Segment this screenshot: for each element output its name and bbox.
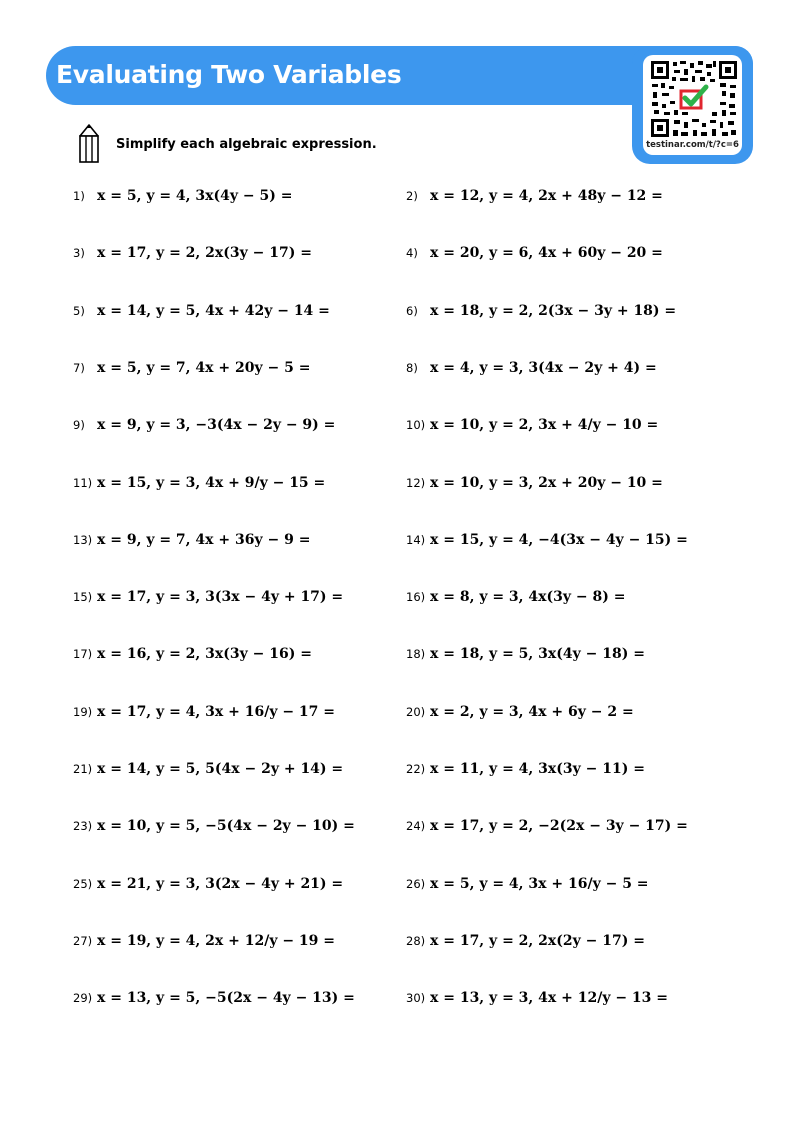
problem-item	[406, 181, 663, 211]
problem-expression: x = 17, y = 2, −2(2x − 3y − 17) =	[430, 818, 688, 835]
problem-number: 23)	[73, 819, 93, 834]
problem-number: 22)	[406, 762, 426, 776]
problem-expression: x = 14, y = 5, 4x + 42y − 14 =	[97, 302, 330, 319]
problem-item	[73, 811, 355, 841]
problem-item	[73, 697, 335, 727]
problem-number: 28)	[406, 933, 426, 948]
problem-expression: x = 19, y = 4, 2x + 12/y − 19 =	[97, 932, 336, 949]
problem-item	[406, 410, 658, 440]
problem-number: 17)	[73, 647, 93, 662]
problem-number: 1)	[73, 189, 85, 203]
problem-item	[406, 525, 688, 555]
problem-expression: x = 9, y = 7, 4x + 36y − 9 =	[97, 531, 311, 548]
problem-number: 29)	[73, 991, 93, 1006]
problem-item	[73, 983, 355, 1013]
problem-expression: x = 17, y = 4, 3x + 16/y − 17 =	[97, 703, 336, 720]
problem-item	[73, 926, 335, 956]
problem-item	[73, 639, 312, 669]
problem-number: 12)	[406, 475, 426, 490]
problem-expression: x = 5, y = 4, 3x(4y − 5) =	[97, 188, 293, 204]
problem-number: 3)	[73, 246, 85, 261]
problem-item	[406, 468, 663, 498]
problem-item	[73, 525, 310, 555]
problem-expression: x = 13, y = 3, 4x + 12/y − 13 =	[430, 990, 669, 1007]
problem-item	[406, 296, 676, 326]
problem-expression: x = 10, y = 5, −5(4x − 2y − 10) =	[97, 818, 355, 835]
problem-number: 16)	[406, 590, 426, 605]
problem-item	[73, 296, 330, 326]
problem-item	[406, 926, 645, 956]
problem-expression: x = 11, y = 4, 3x(3y − 11) =	[430, 761, 645, 777]
problem-item	[406, 754, 645, 784]
problem-item	[406, 983, 668, 1013]
problem-number: 24)	[406, 819, 426, 834]
problem-number: 10)	[406, 418, 426, 433]
problem-number: 5)	[73, 303, 85, 318]
problem-number: 20)	[406, 704, 426, 719]
problem-item	[73, 869, 343, 899]
problem-number: 4)	[406, 246, 418, 261]
instructions: Simplify each algebraic expression.	[116, 137, 377, 152]
problem-number: 14)	[406, 532, 426, 547]
problem-expression: x = 17, y = 2, 2x(3y − 17) =	[97, 245, 312, 262]
problem-number: 2)	[406, 189, 418, 203]
problem-number: 11)	[73, 475, 93, 490]
qr-url[interactable]: testinar.com/t/?c=6	[646, 140, 739, 150]
problem-number: 6)	[406, 303, 418, 318]
problem-expression: x = 2, y = 3, 4x + 6y − 2 =	[430, 703, 634, 720]
problem-expression: x = 8, y = 3, 4x(3y − 8) =	[430, 589, 626, 606]
problem-item	[406, 238, 663, 268]
problem-item	[73, 410, 335, 440]
problem-expression: x = 15, y = 4, −4(3x − 4y − 15) =	[430, 531, 688, 548]
problem-number: 21)	[73, 762, 93, 776]
problem-expression: x = 5, y = 7, 4x + 20y − 5 =	[97, 359, 311, 376]
problem-expression: x = 18, y = 5, 3x(4y − 18) =	[430, 646, 645, 663]
problem-expression: x = 18, y = 2, 2(3x − 3y + 18) =	[430, 302, 677, 319]
problem-expression: x = 14, y = 5, 5(4x − 2y + 14) =	[97, 761, 344, 777]
problem-item	[73, 353, 310, 383]
problem-number: 8)	[406, 360, 418, 375]
problem-expression: x = 15, y = 3, 4x + 9/y − 15 =	[97, 474, 326, 491]
qr-code-icon[interactable]	[650, 60, 738, 138]
problem-number: 18)	[406, 647, 426, 662]
problem-number: 15)	[73, 590, 93, 605]
problem-expression: x = 16, y = 2, 3x(3y − 16) =	[97, 646, 312, 663]
problem-number: 26)	[406, 876, 426, 891]
problem-expression: x = 5, y = 4, 3x + 16/y − 5 =	[430, 875, 649, 892]
problem-number: 25)	[73, 876, 93, 891]
problem-item	[406, 811, 688, 841]
problem-expression: x = 12, y = 4, 2x + 48y − 12 =	[430, 188, 663, 204]
pencil-icon	[77, 124, 101, 164]
problem-number: 30)	[406, 991, 426, 1006]
problem-number: 9)	[73, 418, 85, 433]
problem-item	[73, 582, 343, 612]
problem-expression: x = 17, y = 3, 3(3x − 4y + 17) =	[97, 589, 344, 606]
problem-expression: x = 10, y = 2, 3x + 4/y − 10 =	[430, 417, 659, 434]
problem-expression: x = 20, y = 6, 4x + 60y − 20 =	[430, 245, 663, 262]
problem-item	[73, 468, 325, 498]
problem-number: 27)	[73, 933, 93, 948]
problem-number: 7)	[73, 360, 85, 375]
problem-item	[406, 697, 634, 727]
page-title: Evaluating Two Variables	[56, 60, 402, 89]
problem-item	[406, 353, 657, 383]
problem-item	[406, 869, 649, 899]
problem-item	[73, 181, 292, 211]
problem-expression: x = 17, y = 2, 2x(2y − 17) =	[430, 932, 645, 949]
problem-number: 13)	[73, 532, 93, 547]
problem-expression: x = 21, y = 3, 3(2x − 4y + 21) =	[97, 875, 344, 892]
problem-expression: x = 10, y = 3, 2x + 20y − 10 =	[430, 474, 663, 491]
problem-number: 19)	[73, 704, 93, 719]
problem-item	[73, 238, 312, 268]
problem-item	[406, 582, 625, 612]
problem-expression: x = 13, y = 5, −5(2x − 4y − 13) =	[97, 990, 355, 1007]
problem-item	[406, 639, 645, 669]
problem-expression: x = 9, y = 3, −3(4x − 2y − 9) =	[97, 417, 336, 434]
problem-expression: x = 4, y = 3, 3(4x − 2y + 4) =	[430, 359, 657, 376]
problem-item	[73, 754, 343, 784]
